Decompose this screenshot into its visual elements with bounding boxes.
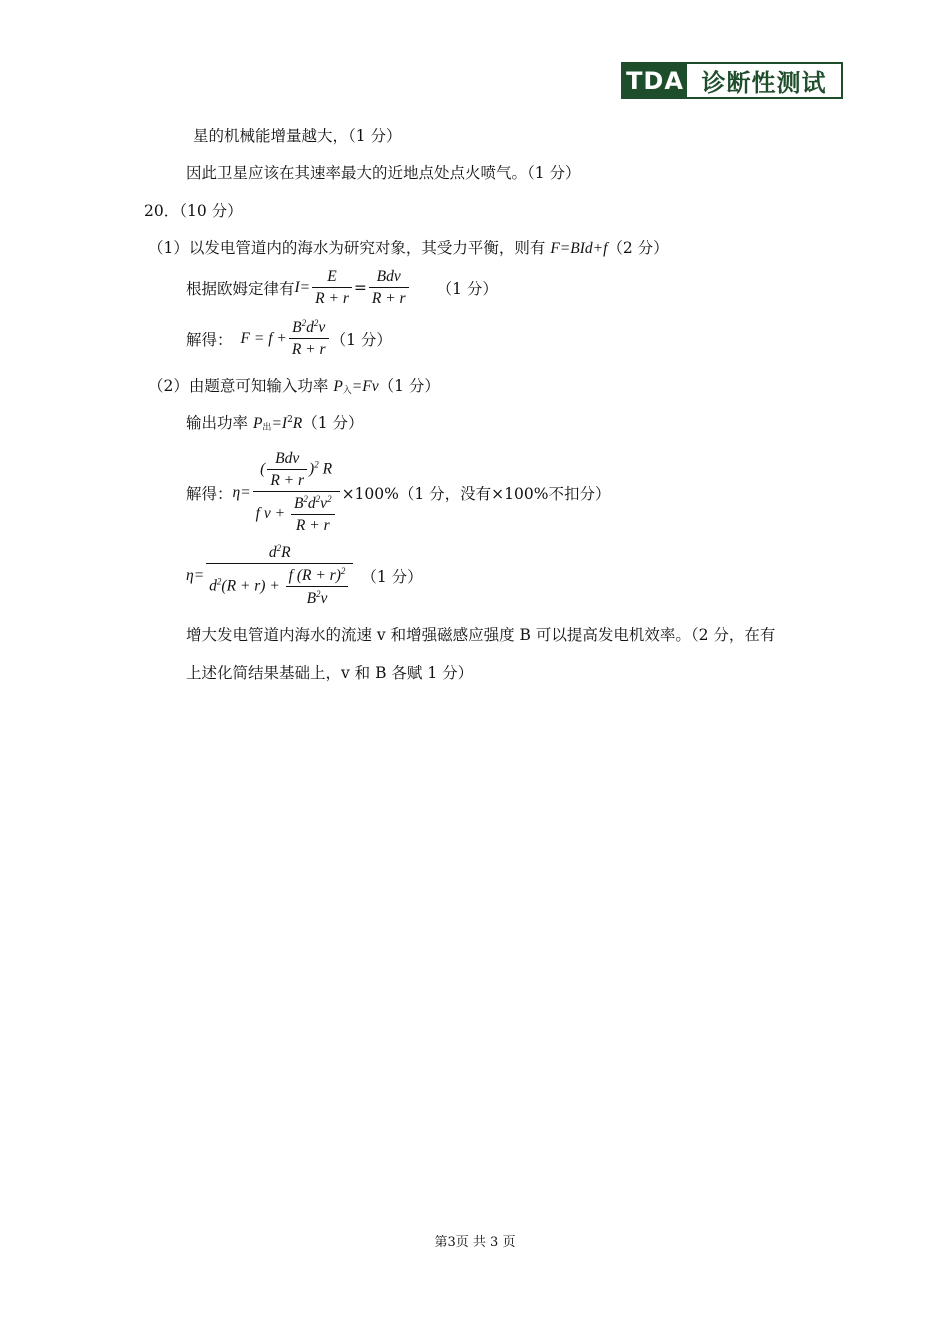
part-1-text: （1）以发电管道内的海水为研究对象，其受力平衡，则有 [148,239,546,257]
conclusion-line-2: 上述化简结果基础上，v 和 B 各赋 1 分） [186,664,474,682]
power-out-subscript: 出 [262,423,272,433]
eta-simplified-line [186,543,423,608]
solve-2-suffix: ×100%（1 分，没有×100%不扣分） [341,484,611,503]
ohm-formula-I: I= [294,279,311,296]
power-in-symbol: P [333,378,343,395]
power-out-R: R [292,415,303,432]
text-line-2: 因此卫星应该在其速率最大的近地点处点火喷气。（1 分） [186,164,581,182]
formula-F: F = f + [240,329,287,347]
solve-1-line [186,318,392,359]
power-in-subscript: 入 [342,386,352,396]
power-out-equation: =I [271,415,288,432]
fraction-E-over-Rr: $\frac{E}{R + r}$ [312,268,352,308]
page-footer: 第3页 共 3 页 [434,1235,516,1250]
conclusion-line-1: 增大发电管道内海水的流速 v 和增强磁感应强度 B 可以提高发电机效率。（2 分，在有 [186,626,776,644]
output-power-line: 输出功率 $P_出=I^2R(1$ 分） [186,414,364,433]
part-2-line [148,374,440,396]
ohm-law-line: 根据欧姆定律有 I= $\frac{E}{R + r}$ = $\frac{\text{Bdv}}{R + r}$ （1 分） [186,268,498,307]
eta-symbol: η= [232,483,251,501]
ohm-law-text: 根据欧姆定律有 [186,280,295,298]
question-20-heading: 20．（10 分） [144,202,243,220]
fraction-Bdv-over-Rr: $\frac{\text{Bdv}}{R + r}$ [369,268,409,308]
eta-simplified-score: （1 分） [361,567,423,586]
logo-title: 诊断性测试 [701,69,827,97]
solve-1-label: 解得： [186,330,233,349]
logo-brand: TDA [623,64,687,97]
text-line-1: 星的机械能增量越大，（1 分） [193,127,402,145]
tda-logo [621,62,843,99]
power-in-equation: =Fv [351,378,379,395]
efficiency-fraction: ( $\frac{\text{Bdv}}{R + r}$ )$^2$ R f v + $\frac{B^2d^2v^2}{R + r}$ [253,450,340,535]
part-2-text: （2）由题意可知输入功率 [148,377,329,395]
solve-2-line [186,450,610,535]
eta-simplified-fraction: $d^2R$ $d^2(R + r)$ + $\frac{f (R + r)^2}{B^2v}$ [206,543,353,608]
solve-2-label: 解得： [186,484,233,503]
power-out-symbol: P [252,415,263,432]
output-power-score: （1 分） [302,414,364,432]
eta-simplified-symbol: η= [186,566,205,584]
force-equation: F=BId+f [550,240,608,257]
output-power-text: 输出功率 [186,414,249,432]
ohm-law-score: （1 分） [436,280,498,298]
fraction-B2d2v-over-Rr: $\frac{B^2d^2v}{R + r}$ [289,318,329,359]
solve-1-score: （1 分） [330,330,392,349]
part-1-line [148,236,669,258]
part-1-score: （2 分） [607,239,669,257]
part-2-score: （1 分） [378,377,440,395]
